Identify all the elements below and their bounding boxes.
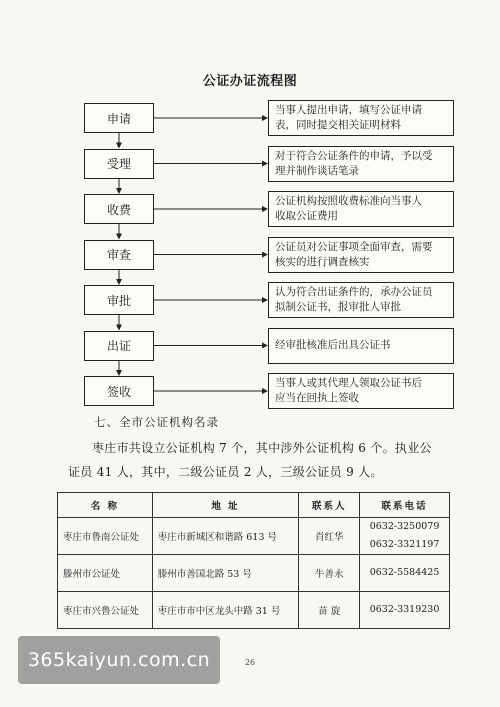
cell-name: 枣庄市鲁南公证处 — [58, 518, 153, 555]
watermark-banner — [18, 636, 220, 684]
table-row — [58, 518, 450, 555]
column-header-phone: 联系电话 — [360, 493, 450, 518]
description-line: 应当在回执上签收 — [275, 392, 359, 404]
description-line: 认为符合出证条件的，承办公证员 — [275, 286, 433, 298]
flow-step-label: 审批 — [106, 293, 131, 308]
notary-directory-table — [57, 492, 450, 629]
description-line: 公证机构按照收费标准向当事人 — [275, 195, 422, 207]
description-line: 拟制公证书，报审批人审批 — [275, 301, 401, 313]
flow-step-box — [84, 149, 154, 179]
flow-step-description — [268, 328, 454, 364]
page-title: 公证办证流程图 — [202, 74, 298, 89]
summary-paragraph: 枣庄市共设立公证机构 7 个，其中涉外公证机构 6 个。执业公证员 41 人，其中，二级公证员 2 人，三级公证员 9 人。 — [68, 441, 432, 479]
phone-number: 0632-3319230 — [369, 604, 440, 615]
column-header-contact: 联系人 — [299, 493, 360, 518]
description-line: 表，同时提交相关证明材料 — [275, 119, 401, 131]
description-line: 理并制作谈话笔录 — [275, 164, 359, 177]
page-number: 26 — [244, 658, 256, 667]
description-line: 对于符合公证条件的申请，予以受 — [275, 149, 433, 162]
flow-step-description — [268, 191, 454, 227]
flow-step-description — [268, 373, 454, 409]
flow-step-label: 申请 — [106, 111, 131, 126]
cell-phone — [360, 518, 450, 555]
table-header-row — [58, 493, 450, 518]
flow-step-label: 受理 — [106, 157, 131, 171]
cell-name: 滕州市公证处 — [58, 555, 153, 592]
cell-address: 滕州市善国北路 53 号 — [152, 555, 299, 592]
cell-contact: 肖红华 — [299, 518, 360, 555]
description-line: 收取公证费用 — [275, 210, 338, 222]
section-heading: 七、全市公证机构名录 — [94, 415, 219, 429]
cell-address: 枣庄市市中区龙头中路 31 号 — [152, 592, 299, 629]
flow-step-label: 收费 — [106, 202, 131, 217]
flow-step-box — [84, 285, 154, 315]
cell-contact: 苗 旋 — [299, 592, 360, 629]
cell-contact: 牛善永 — [299, 555, 360, 592]
flow-step-description — [268, 237, 454, 273]
flow-step-description — [268, 146, 454, 182]
flow-step-box — [84, 331, 154, 361]
flow-step-label: 签收 — [106, 384, 131, 399]
description-line: 当事人或其代理人领取公证书后 — [275, 377, 422, 389]
flow-step-box — [84, 194, 154, 224]
table-body — [58, 518, 450, 629]
phone-number: 0632-3250079 — [369, 521, 440, 532]
cell-phone — [360, 555, 450, 592]
table-row — [58, 592, 450, 629]
description-line: 核实的进行调查核实 — [275, 255, 370, 268]
cell-address: 枣庄市新城区和谐路 613 号 — [152, 518, 299, 555]
flow-step-label: 审查 — [106, 248, 131, 262]
phone-number: 0632-5584425 — [369, 567, 440, 578]
description-line: 经审批核准后出具公证书 — [275, 339, 391, 351]
cell-phone — [360, 592, 450, 629]
watermark-text: 365kaiyun.com.cn — [27, 649, 211, 671]
flow-step-box — [84, 103, 154, 133]
column-header-name: 名 称 — [58, 493, 153, 518]
flow-step-description — [268, 282, 454, 318]
phone-number: 0632-3321197 — [369, 539, 440, 550]
cell-name: 枣庄市兴鲁公证处 — [58, 592, 153, 629]
flow-step-description — [268, 100, 454, 136]
description-line: 公证员对公证事项全面审查，需要 — [275, 240, 433, 253]
flow-step-label: 出证 — [106, 339, 131, 353]
table-row — [58, 555, 450, 592]
flow-step-box — [84, 240, 154, 270]
column-header-address: 地 址 — [152, 493, 299, 518]
description-line: 当事人提出申请，填写公证申请 — [275, 104, 422, 116]
flow-step-box — [84, 376, 154, 406]
